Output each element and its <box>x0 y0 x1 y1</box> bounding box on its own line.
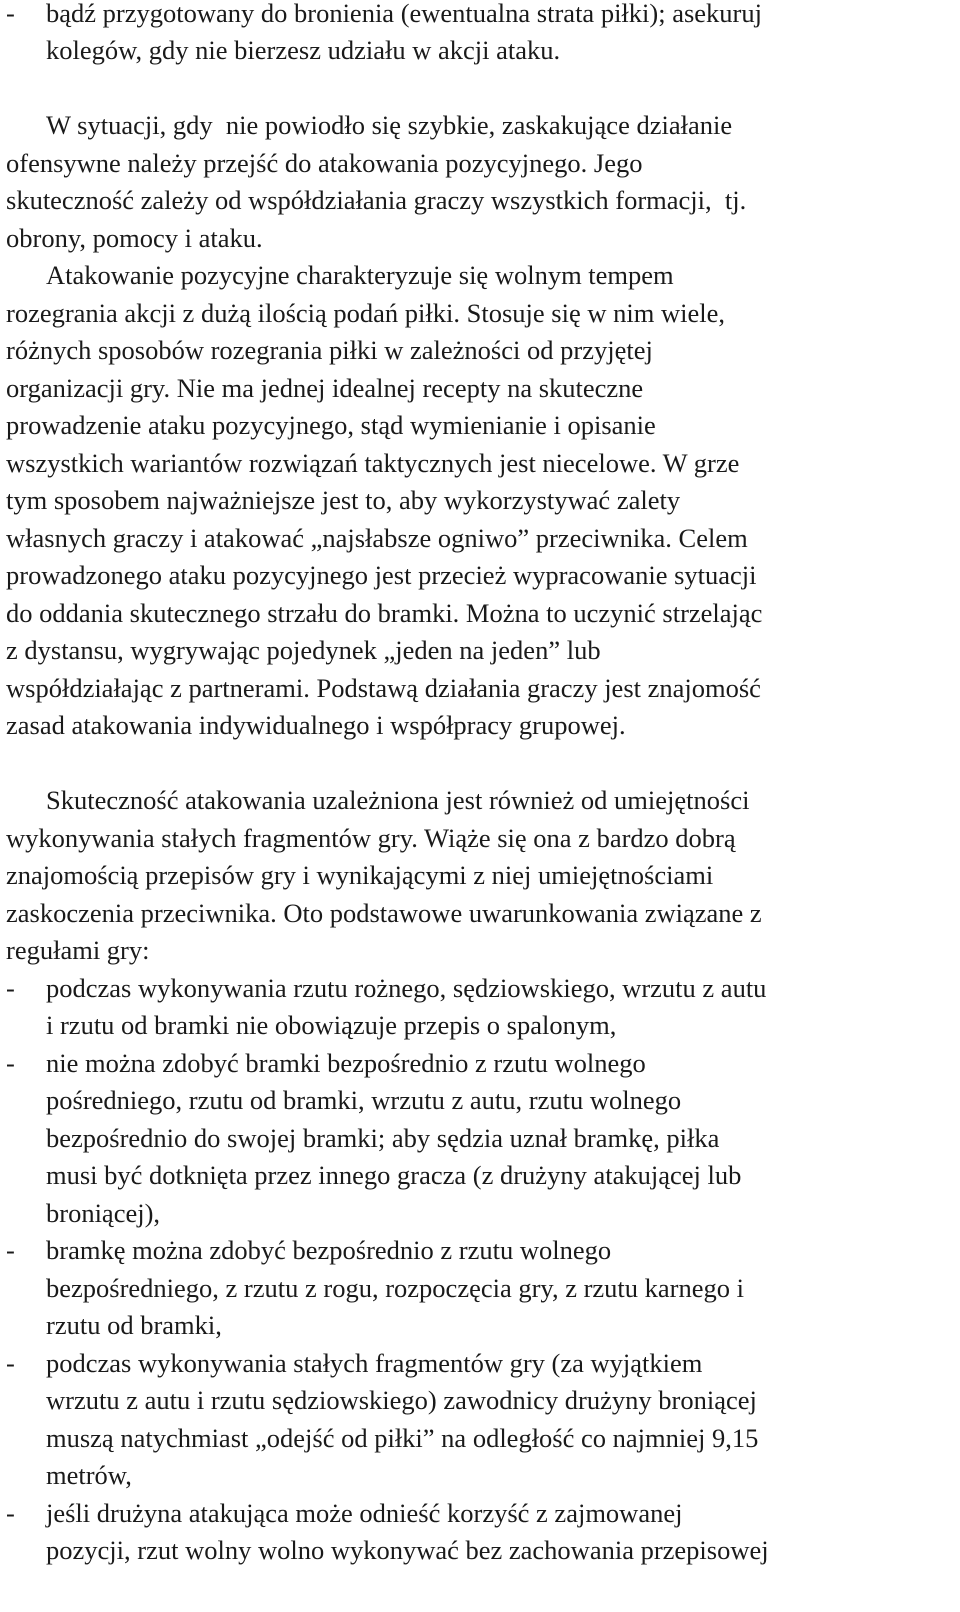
text-line: Skuteczność atakowania uzależniona jest również od umiejętności <box>46 785 750 815</box>
text-line: regułami gry: <box>6 935 150 965</box>
text-line: ofensywne należy przejść do atakowania pozycyjnego. Jego <box>6 148 643 178</box>
text-line: tym sposobem najważniejsze jest to, aby wykorzystywać zalety <box>6 485 681 515</box>
text-line: W sytuacji, gdy nie powiodło się szybkie, zaskakujące działanie <box>46 110 733 140</box>
text-line: bądź przygotowany do bronienia (ewentualna strata piłki); asekuruj <box>46 0 762 28</box>
list-dash: - <box>6 1498 15 1528</box>
text-line: obrony, pomocy i ataku. <box>6 223 263 253</box>
text-line: i rzutu od bramki nie obowiązuje przepis o spalonym, <box>46 1010 617 1040</box>
text-line: współdziałając z partnerami. Podstawą działania graczy jest znajomość <box>6 673 761 703</box>
text-line: wykonywania stałych fragmentów gry. Wiąże się ona z bardzo dobrą <box>6 823 736 853</box>
text-line: znajomością przepisów gry i wynikającymi z niej umiejętnościami <box>6 860 714 890</box>
text-line: organizacji gry. Nie ma jednej idealnej recepty na skuteczne <box>6 373 644 403</box>
text-line: zasad atakowania indywidualnego i współpracy grupowej. <box>6 710 626 740</box>
text-line: bezpośredniego, z rzutu z rogu, rozpoczęcia gry, z rzutu karnego i <box>46 1273 745 1303</box>
text-line: rzutu od bramki, <box>46 1310 222 1340</box>
text-line: wszystkich wariantów rozwiązań taktycznych jest niecelowe. W grze <box>6 448 740 478</box>
text-line: prowadzenie ataku pozycyjnego, stąd wymienianie i opisanie <box>6 410 656 440</box>
list-dash: - <box>6 1048 15 1078</box>
text-line: prowadzonego ataku pozycyjnego jest przecież wypracowanie sytuacji <box>6 560 757 590</box>
text-line: zaskoczenia przeciwnika. Oto podstawowe uwarunkowania związane z <box>6 898 762 928</box>
text-line: musi być dotknięta przez innego gracza (z drużyny atakującej lub <box>46 1160 742 1190</box>
text-line: wrzutu z autu i rzutu sędziowskiego) zawodnicy drużyny broniącej <box>46 1385 757 1415</box>
text-line: z dystansu, wygrywając pojedynek „jeden na jeden” lub <box>6 635 601 665</box>
text-line: do oddania skutecznego strzału do bramki. Można to uczynić strzelając <box>6 598 763 628</box>
text-line: jeśli drużyna atakująca może odnieść korzyść z zajmowanej <box>46 1498 683 1528</box>
text-line: bramkę można zdobyć bezpośrednio z rzutu wolnego <box>46 1235 612 1265</box>
list-dash: - <box>6 0 15 28</box>
list-dash: - <box>6 973 15 1003</box>
text-line: kolegów, gdy nie bierzesz udziału w akcji ataku. <box>46 35 561 65</box>
text-line: nie można zdobyć bramki bezpośrednio z rzutu wolnego <box>46 1048 646 1078</box>
text-line: różnych sposobów rozegrania piłki w zależności od przyjętej <box>6 335 653 365</box>
text-line: muszą natychmiast „odejść od piłki” na odległość co najmniej 9,15 <box>46 1423 759 1453</box>
text-line: pośredniego, rzutu od bramki, wrzutu z autu, rzutu wolnego <box>46 1085 682 1115</box>
text-line: rozegrania akcji z dużą ilością podań piłki. Stosuje się w nim wiele, <box>6 298 725 328</box>
list-dash: - <box>6 1348 15 1378</box>
text-line: metrów, <box>46 1460 132 1490</box>
text-line: własnych graczy i atakować „najsłabsze ogniwo” przeciwnika. Celem <box>6 523 748 553</box>
list-dash: - <box>6 1235 15 1265</box>
text-line: bezpośrednio do swojej bramki; aby sędzia uznał bramkę, piłka <box>46 1123 720 1153</box>
text-line: podczas wykonywania stałych fragmentów gry (za wyjątkiem <box>46 1348 703 1378</box>
text-line: pozycji, rzut wolny wolno wykonywać bez zachowania przepisowej <box>46 1535 769 1565</box>
text-line: broniącej), <box>46 1198 161 1228</box>
text-line: podczas wykonywania rzutu rożnego, sędziowskiego, wrzutu z autu <box>46 973 767 1003</box>
text-line: Atakowanie pozycyjne charakteryzuje się wolnym tempem <box>46 260 674 290</box>
text-line: skuteczność zależy od współdziałania graczy wszystkich formacji, tj. <box>6 185 747 215</box>
